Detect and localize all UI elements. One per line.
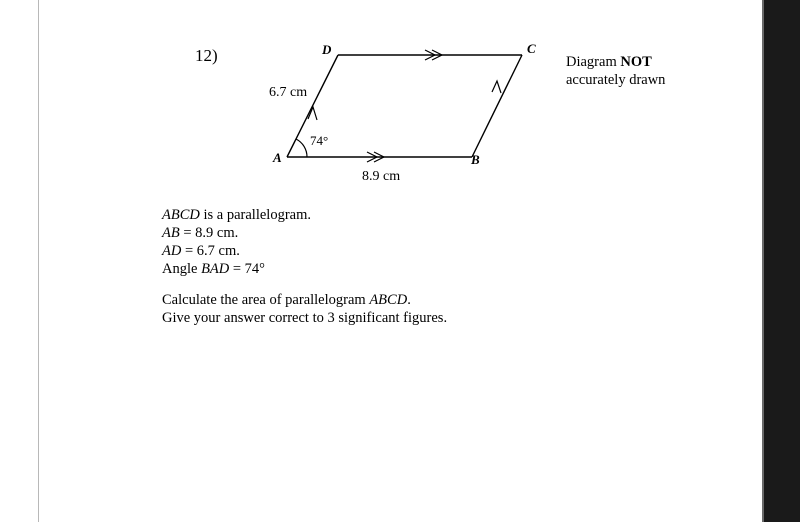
label-ad-length: 6.7 cm [269,85,308,100]
fact-ab: AB = 8.9 cm. [162,225,239,241]
task-instructions [162,291,447,327]
vertex-b: B [471,152,480,167]
vertex-a: A [273,150,282,165]
task-calculate: Calculate the area of parallelogram ABCD. [162,292,411,308]
task-sig-figs: Give your answer correct to 3 significant figures. [162,310,448,326]
side-bc [472,55,522,157]
parallel-arrow-bc [492,81,501,93]
fact-ad: AD = 6.7 cm. [162,243,240,259]
note-accurately: accurately drawn [566,72,666,88]
label-angle: 74° [310,133,329,148]
vertex-c: C [527,41,536,56]
note-not: NOT [620,54,652,70]
question-number: 12) [195,46,218,65]
label-ab-length: 8.9 cm [362,169,401,184]
note-prefix: Diagram [566,54,621,70]
fact-angle: Angle BAD = 74° [162,261,265,277]
given-facts [162,206,311,278]
angle-arc [296,139,307,157]
fact-parallelogram: ABCD is a parallelogram. [162,207,311,223]
vertex-d: D [322,42,332,57]
